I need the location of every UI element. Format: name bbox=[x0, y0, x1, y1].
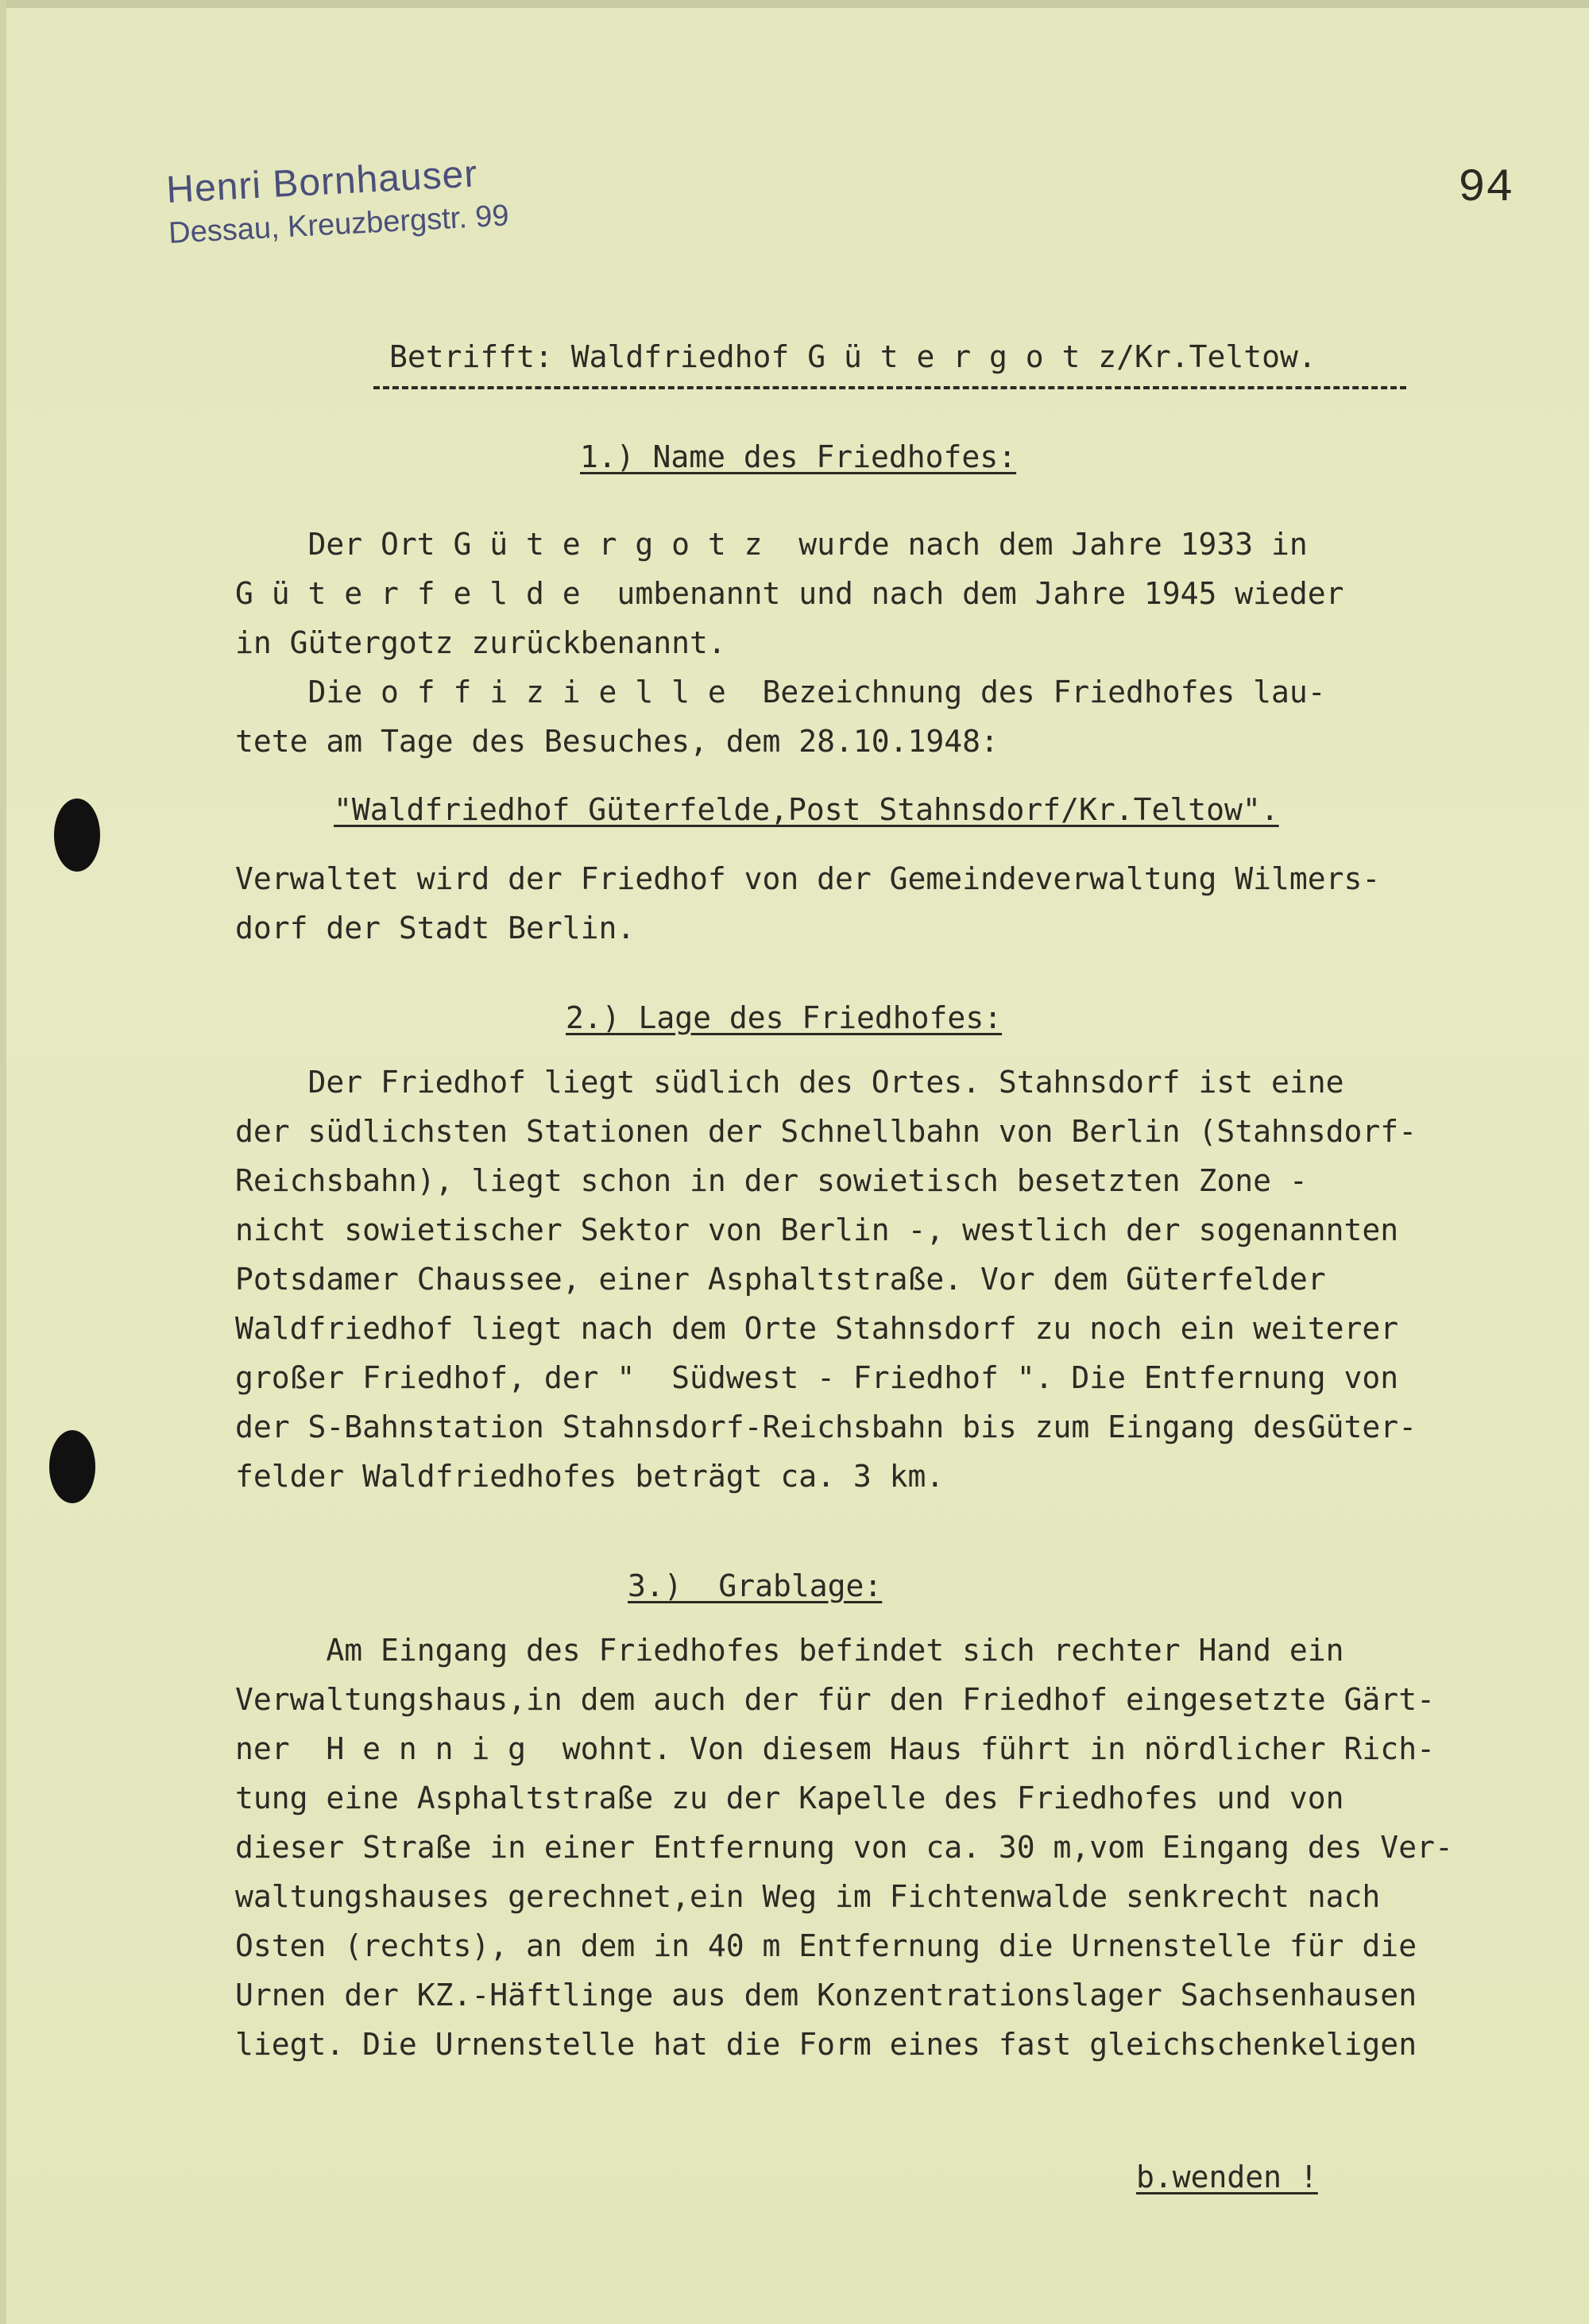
section2-line: der südlichsten Stationen der Schnellbahn von Berlin (Stahnsdorf- bbox=[235, 1114, 1417, 1149]
punch-hole bbox=[49, 1430, 95, 1503]
stamp-address: Dessau, Kreuzbergstr. 99 bbox=[168, 199, 510, 250]
section1-quote: "Waldfriedhof Güterfelde,Post Stahnsdorf/Kr.Teltow". bbox=[334, 792, 1279, 827]
punch-hole bbox=[54, 799, 100, 872]
section1-heading: 1.) Name des Friedhofes: bbox=[580, 439, 1017, 474]
turn-over-note: b.wenden ! bbox=[1136, 2160, 1318, 2194]
stamp-name: Henri Bornhauser bbox=[165, 153, 479, 211]
section2-heading: 2.) Lage des Friedhofes: bbox=[566, 1000, 1003, 1035]
section2-line: felder Waldfriedhofes beträgt ca. 3 km. bbox=[235, 1459, 945, 1494]
section1-line: in Gütergotz zurückbenannt. bbox=[235, 625, 726, 660]
page-number: 94 bbox=[1458, 163, 1514, 215]
section2-line: der S-Bahnstation Stahnsdorf-Reichsbahn bis zum Eingang desGüter- bbox=[235, 1409, 1417, 1444]
section3-line: Osten (rechts), an dem in 40 m Entfernung die Urnenstelle für die bbox=[235, 1928, 1417, 1963]
section2-line: Waldfriedhof liegt nach dem Orte Stahnsdorf zu noch ein weiterer bbox=[235, 1311, 1399, 1346]
section1-line: G ü t e r f e l d e umbenannt und nach dem Jahre 1945 wieder bbox=[235, 576, 1344, 611]
section3-line: ner H e n n i g wohnt. Von diesem Haus führt in nördlicher Rich- bbox=[235, 1731, 1435, 1766]
section2-line: Reichsbahn), liegt schon in der sowietisch besetzten Zone - bbox=[235, 1163, 1308, 1198]
section3-line: waltungshauses gerechnet,ein Weg im Fichtenwalde senkrecht nach bbox=[235, 1879, 1381, 1914]
section3-line: liegt. Die Urnenstelle hat die Form eines fast gleichschenkeligen bbox=[235, 2027, 1417, 2062]
section3-line: Urnen der KZ.-Häftlinge aus dem Konzentrationslager Sachsenhausen bbox=[235, 1978, 1417, 2013]
section3-heading: 3.) Grablage: bbox=[628, 1568, 883, 1603]
section3-line: dieser Straße in einer Entfernung von ca. 30 m,vom Eingang des Ver- bbox=[235, 1830, 1453, 1865]
section1-line: Die o f f i z i e l l e Bezeichnung des Friedhofes lau- bbox=[235, 675, 1326, 710]
section1-line: tete am Tage des Besuches, dem 28.10.1948: bbox=[235, 724, 999, 759]
subject-dash-rule bbox=[373, 386, 1406, 389]
section1-line: Der Ort G ü t e r g o t z wurde nach dem Jahre 1933 in bbox=[235, 527, 1308, 562]
section2-line: nicht sowietischer Sektor von Berlin -, westlich der sogenannten bbox=[235, 1212, 1399, 1247]
subject-line: Betrifft: Waldfriedhof G ü t e r g o t z/Kr.Teltow. bbox=[389, 339, 1316, 374]
section3-line: Am Eingang des Friedhofes befindet sich rechter Hand ein bbox=[235, 1633, 1344, 1668]
sender-stamp bbox=[165, 151, 510, 251]
section2-line: Der Friedhof liegt südlich des Ortes. Stahnsdorf ist eine bbox=[235, 1065, 1344, 1100]
section2-line: großer Friedhof, der " Südwest - Friedhof ". Die Entfernung von bbox=[235, 1360, 1399, 1395]
paper-edge-top bbox=[0, 0, 1589, 8]
section1-line: Verwaltet wird der Friedhof von der Gemeindeverwaltung Wilmers- bbox=[235, 861, 1381, 896]
section3-line: Verwaltungshaus,in dem auch der für den Friedhof eingesetzte Gärt- bbox=[235, 1682, 1435, 1717]
section2-line: Potsdamer Chaussee, einer Asphaltstraße. Vor dem Güterfelder bbox=[235, 1262, 1326, 1297]
paper-edge-left bbox=[0, 0, 6, 2324]
section1-line: dorf der Stadt Berlin. bbox=[235, 911, 636, 945]
section3-line: tung eine Asphaltstraße zu der Kapelle des Friedhofes und von bbox=[235, 1781, 1344, 1816]
